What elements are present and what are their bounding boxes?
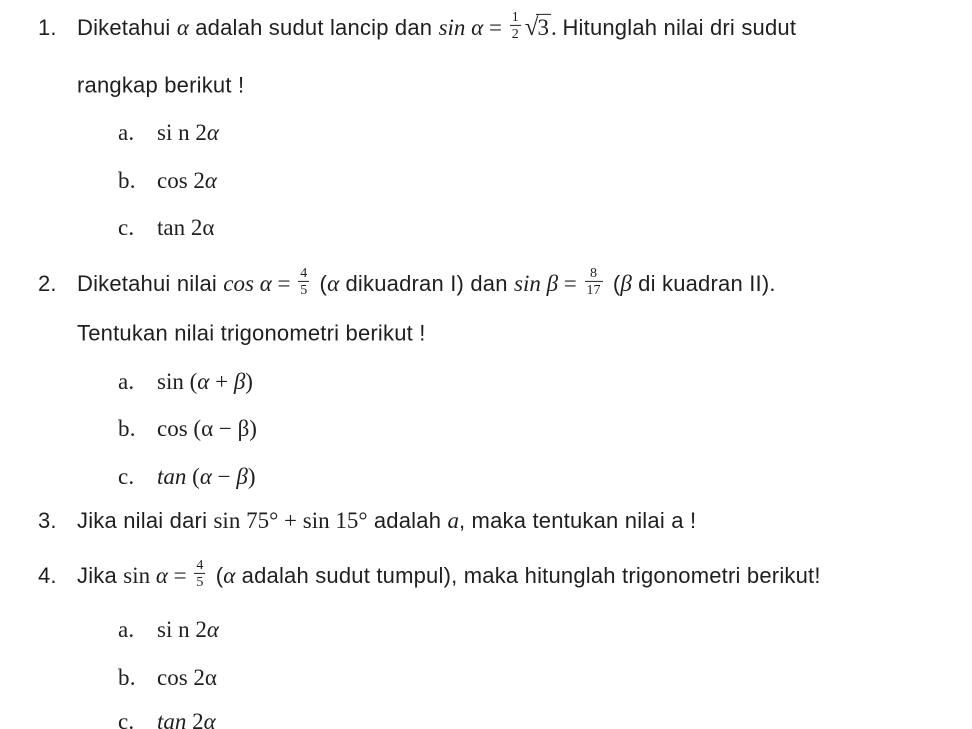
subitem-text [157,617,219,642]
math-text: α [197,368,210,394]
math-text: − [211,463,237,489]
math-text: tan 2 [157,214,203,240]
math-text: cos α [223,270,272,296]
math-text: α [199,463,212,489]
math-text: = [271,270,297,296]
math-text: α [176,14,189,40]
body-text: ( [209,562,224,588]
subitem-label: b. [118,167,136,193]
math-text: cos (α − β) [157,415,257,441]
question-text [77,9,797,42]
fraction [510,10,521,42]
math-text: cos 2 [157,167,205,193]
question-2-line-2 [0,320,972,345]
fraction-numerator: 4 [300,265,308,281]
question-4-subitem-c [0,709,972,729]
question-text [77,265,776,298]
math-text: = [483,14,508,40]
math-text: α [206,119,219,145]
subitem-text [157,369,253,394]
subitem-label: b. [118,415,136,441]
math-text: si n 2 [157,616,207,642]
question-4-subitem-a [0,617,972,643]
question-1-line-2 [0,72,972,97]
question-number: 2. [38,270,57,296]
body-text: Hitunglah nilai dri sudut [562,14,797,40]
question-2-subitem-a [0,369,972,395]
math-text: β [620,270,632,296]
question-text [77,72,244,97]
fraction [194,558,205,590]
subitem-label: c. [118,708,135,729]
question-3-line-1 [0,508,972,534]
fraction-denominator: 2 [511,27,519,42]
math-text: β [233,368,246,394]
subitem-text [157,464,256,489]
question-number: 1. [38,14,57,40]
subitem-label: c. [118,463,135,489]
subitem-text [157,416,257,441]
fraction [298,266,309,298]
math-text: tan [157,463,187,489]
body-text: di kuadran II). [631,270,776,296]
body-text: Jika [77,562,124,588]
math-text: a [447,507,459,533]
math-text: + [209,368,234,394]
math-text: sin ( [157,368,198,394]
math-text: ) [247,463,256,489]
radical [525,15,551,40]
math-text: ) [245,368,253,394]
question-4-subitem-b [0,665,972,691]
body-text: ( [606,270,621,296]
question-1-line-1 [0,9,972,45]
question-1-subitem-b [0,168,972,194]
question-2-subitem-b [0,416,972,442]
fraction-numerator: 4 [196,557,204,573]
body-text: rangkap berikut ! [77,72,245,98]
math-text: sin [123,562,156,588]
subitem-label: c. [118,214,135,240]
fraction-denominator: 17 [586,283,601,298]
body-text: adalah [367,507,448,533]
body-text: ( [313,270,328,296]
math-text: α [204,167,217,193]
fraction-numerator: 1 [511,9,519,25]
question-1-subitem-c [0,215,972,241]
math-text: α [327,270,340,296]
question-number: 4. [38,562,57,588]
question-2-subitem-c [0,464,972,490]
fraction [585,266,603,298]
body-text: Jika nilai dari [77,507,214,533]
math-text: sin α [438,14,484,40]
fraction-numerator: 8 [590,265,598,281]
math-text: 2 [186,708,204,729]
body-text: adalah sudut lancip dan [188,14,439,40]
subitem-label: b. [118,664,136,690]
math-text: α [206,616,219,642]
subitem-text [157,665,217,690]
radical-sign: √ [524,13,539,41]
math-text: = [558,270,583,296]
question-1-subitem-a [0,120,972,146]
subitem-text [157,215,214,240]
subitem-label: a. [118,616,135,642]
subitem-label: a. [118,119,135,145]
math-text: = [167,562,193,588]
math-text: ( [186,463,200,489]
math-text: cos 2α [157,664,217,690]
body-text: Diketahui [77,14,177,40]
question-2-line-1 [0,265,972,301]
math-text: sin 75° + sin 15° [213,507,368,533]
math-text: si n 2 [157,119,207,145]
math-text: sin β [514,270,559,296]
question-text [77,557,821,590]
body-text: dikuadran I) dan [339,270,514,296]
body-text: Tentukan nilai trigonometri berikut ! [77,320,426,346]
math-text: α [202,214,215,240]
subitem-text [157,709,216,729]
question-number: 3. [38,507,57,533]
subitem-text [157,120,219,145]
math-text: β [236,463,248,489]
radical-argument: 3 [537,14,549,40]
question-text [77,320,426,345]
body-text: Diketahui nilai [77,270,224,296]
math-text: . [550,14,563,40]
fraction-denominator: 5 [196,575,204,590]
question-text [77,508,696,533]
fraction-denominator: 5 [300,283,308,298]
subitem-label: a. [118,368,135,394]
math-text: α [203,708,216,729]
body-text: adalah sudut tumpul), maka hitunglah trigonometri berikut! [235,562,821,588]
body-text: , maka tentukan nilai a ! [458,507,697,533]
math-text: tan [157,708,187,729]
math-text: α [155,562,168,588]
question-4-line-1 [0,557,972,593]
math-text: α [223,562,236,588]
subitem-text [157,168,217,193]
